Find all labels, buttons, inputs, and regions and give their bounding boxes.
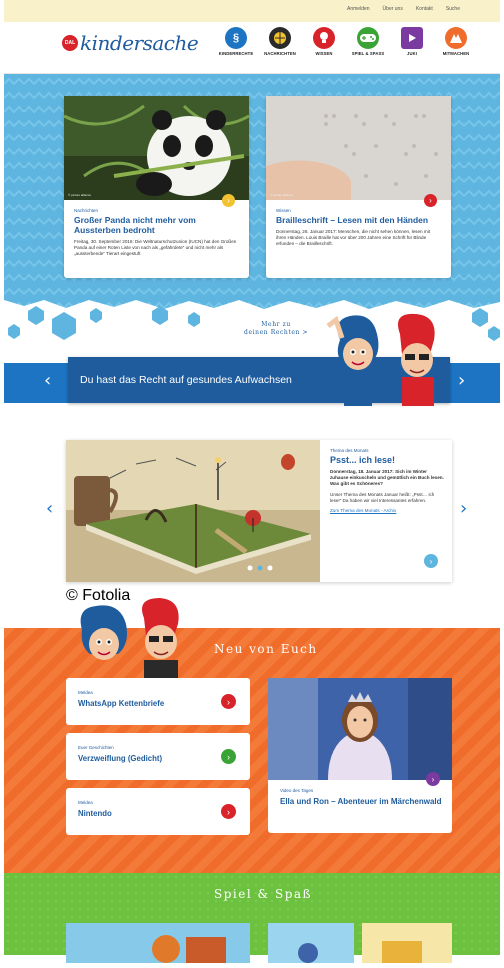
card-text: Freitag, 30. September 2016: Die Weltnaturschutzunion (IUCN) hat den Großen Panda auf einer Roten Liste von nach als „gefährdete“ und nicht mehr als „aussterbende“ Tierart eingestuft — [74, 239, 237, 257]
featured-text — [330, 448, 446, 513]
video-category: Video des Tages — [280, 788, 314, 793]
video-of-day-card[interactable] — [268, 678, 452, 833]
rights-banner-text: Du hast das Recht auf gesundes Aufwachsen — [80, 374, 292, 386]
nav-label: NACHRICHTEN — [264, 51, 296, 56]
more-rights-link[interactable] — [244, 321, 308, 337]
book-image — [66, 440, 320, 604]
nav-item-nachrichten[interactable] — [258, 27, 302, 56]
chevron-right-icon[interactable]: › — [221, 694, 236, 709]
news-card-panda[interactable] — [64, 96, 249, 278]
card-body — [266, 200, 451, 256]
top-link-about[interactable]: Über uns — [382, 6, 403, 12]
top-link-login[interactable]: Anmelden — [347, 6, 370, 12]
post-category: Meldea — [78, 690, 93, 695]
nav-item-juki[interactable] — [390, 27, 434, 56]
news-card-braille[interactable] — [266, 96, 451, 278]
image-credit: © picture alliance — [270, 193, 294, 197]
card-title[interactable]: Großer Panda nicht mehr vom Aussterben bedroht — [74, 215, 196, 235]
news-section — [4, 74, 500, 314]
featured-card[interactable] — [66, 440, 452, 604]
featured-arrow-button[interactable]: › — [424, 554, 438, 568]
card-arrow-button[interactable]: › — [222, 194, 235, 207]
nav-item-spiel[interactable] — [346, 27, 390, 56]
user-post-item[interactable] — [66, 678, 250, 725]
main-nav — [214, 27, 478, 56]
section-title-spiel: Spiel & Spaß — [214, 887, 313, 901]
section-title-neu: Neu von Euch — [214, 642, 318, 656]
card-category: Wissen — [276, 208, 291, 213]
nav-label: MITMACHEN — [442, 51, 470, 56]
games-section — [4, 873, 500, 955]
featured-prev-icon[interactable]: ‹ — [46, 498, 54, 519]
nav-item-kinderrechte[interactable] — [214, 27, 258, 56]
video-play-button[interactable]: › — [426, 772, 440, 786]
featured-text-1: Donnerstag, 18. Januar 2017: Sich im Winter zuhause einkuscheln und gemütlich ein Buch lesen. Was gibt es Schöneres? — [330, 469, 444, 487]
post-title[interactable]: WhatsApp Kettenbriefe — [78, 699, 165, 708]
mascot-characters — [322, 310, 452, 406]
game-card[interactable] — [362, 923, 452, 963]
featured-text-2: Unser Thema des Monats Januar heißt: „Psst… ich lese!“ Da haben wir viel Interessantes erfahren. — [330, 491, 435, 503]
chevron-right-icon[interactable]: › — [458, 370, 466, 391]
top-links — [347, 6, 460, 12]
user-post-item[interactable] — [66, 788, 250, 835]
globe-icon — [269, 27, 291, 49]
user-post-item[interactable] — [66, 733, 250, 780]
card-arrow-button[interactable]: › — [424, 194, 437, 207]
post-category: Meldea — [78, 800, 93, 805]
featured-next-icon[interactable]: › — [460, 498, 468, 519]
logo-badge: DAL — [62, 35, 78, 51]
gamepad-icon — [357, 27, 379, 49]
chevron-right-icon[interactable]: › — [221, 749, 236, 764]
featured-category: Thema des Monats — [330, 448, 369, 453]
top-link-search[interactable]: Suche — [445, 6, 460, 12]
nav-label: KINDERRECHTE — [218, 51, 254, 56]
braille-image — [266, 96, 451, 200]
post-title[interactable]: Verzweiflung (Gedicht) — [78, 754, 163, 763]
video-thumbnail — [268, 678, 452, 780]
game-card[interactable] — [66, 923, 250, 963]
paragraph-icon: § — [225, 27, 247, 49]
card-text: Donnerstag, 26. Januar 2017: Menschen, die nicht sehen können, lesen mit ihren Händen. Louis Braille hat vor über 200 Jahren eine Schrift für Blinde erfunden – die Brailleschrift. — [276, 229, 430, 247]
chevron-right-icon[interactable]: › — [221, 804, 236, 819]
more-rights-label: Mehr zu deinen Rechten > — [244, 321, 309, 336]
card-title[interactable]: Brailleschrift – Lesen mit den Händen — [276, 215, 429, 225]
top-link-contact[interactable]: Kontakt — [415, 6, 433, 12]
video-title[interactable]: Ella und Ron – Abenteuer im Märchenwald — [280, 797, 442, 806]
game-card[interactable] — [268, 923, 354, 963]
nav-label: JUKI — [407, 51, 417, 56]
site-header — [4, 22, 500, 74]
top-strip — [4, 0, 500, 22]
chevron-left-icon[interactable]: ‹ — [44, 370, 52, 391]
nav-label: SPIEL & SPASS — [351, 51, 385, 56]
image-credit: © Fotolia — [66, 587, 131, 604]
page — [4, 0, 500, 955]
logo-text: kindersache — [80, 31, 199, 55]
featured-archive-link[interactable]: Zum Thema des Monats - Archiv — [330, 508, 397, 514]
image-credit: © picture alliance — [68, 193, 92, 197]
post-title[interactable]: Nintendo — [78, 809, 112, 818]
site-logo[interactable] — [62, 31, 198, 55]
card-category: Nachrichten — [74, 208, 99, 213]
nav-label: WISSEN — [315, 51, 333, 56]
nav-item-wissen[interactable] — [302, 27, 346, 56]
featured-title[interactable]: Psst... ich lese! — [330, 455, 396, 465]
video-icon — [401, 27, 423, 49]
post-category: Euer Geschichten — [78, 745, 114, 750]
hands-icon — [445, 27, 467, 49]
nav-item-mitmachen[interactable] — [434, 27, 478, 56]
panda-image — [64, 96, 249, 200]
lightbulb-icon — [313, 27, 335, 49]
card-body — [64, 200, 249, 266]
mascot-characters-2 — [74, 596, 194, 678]
